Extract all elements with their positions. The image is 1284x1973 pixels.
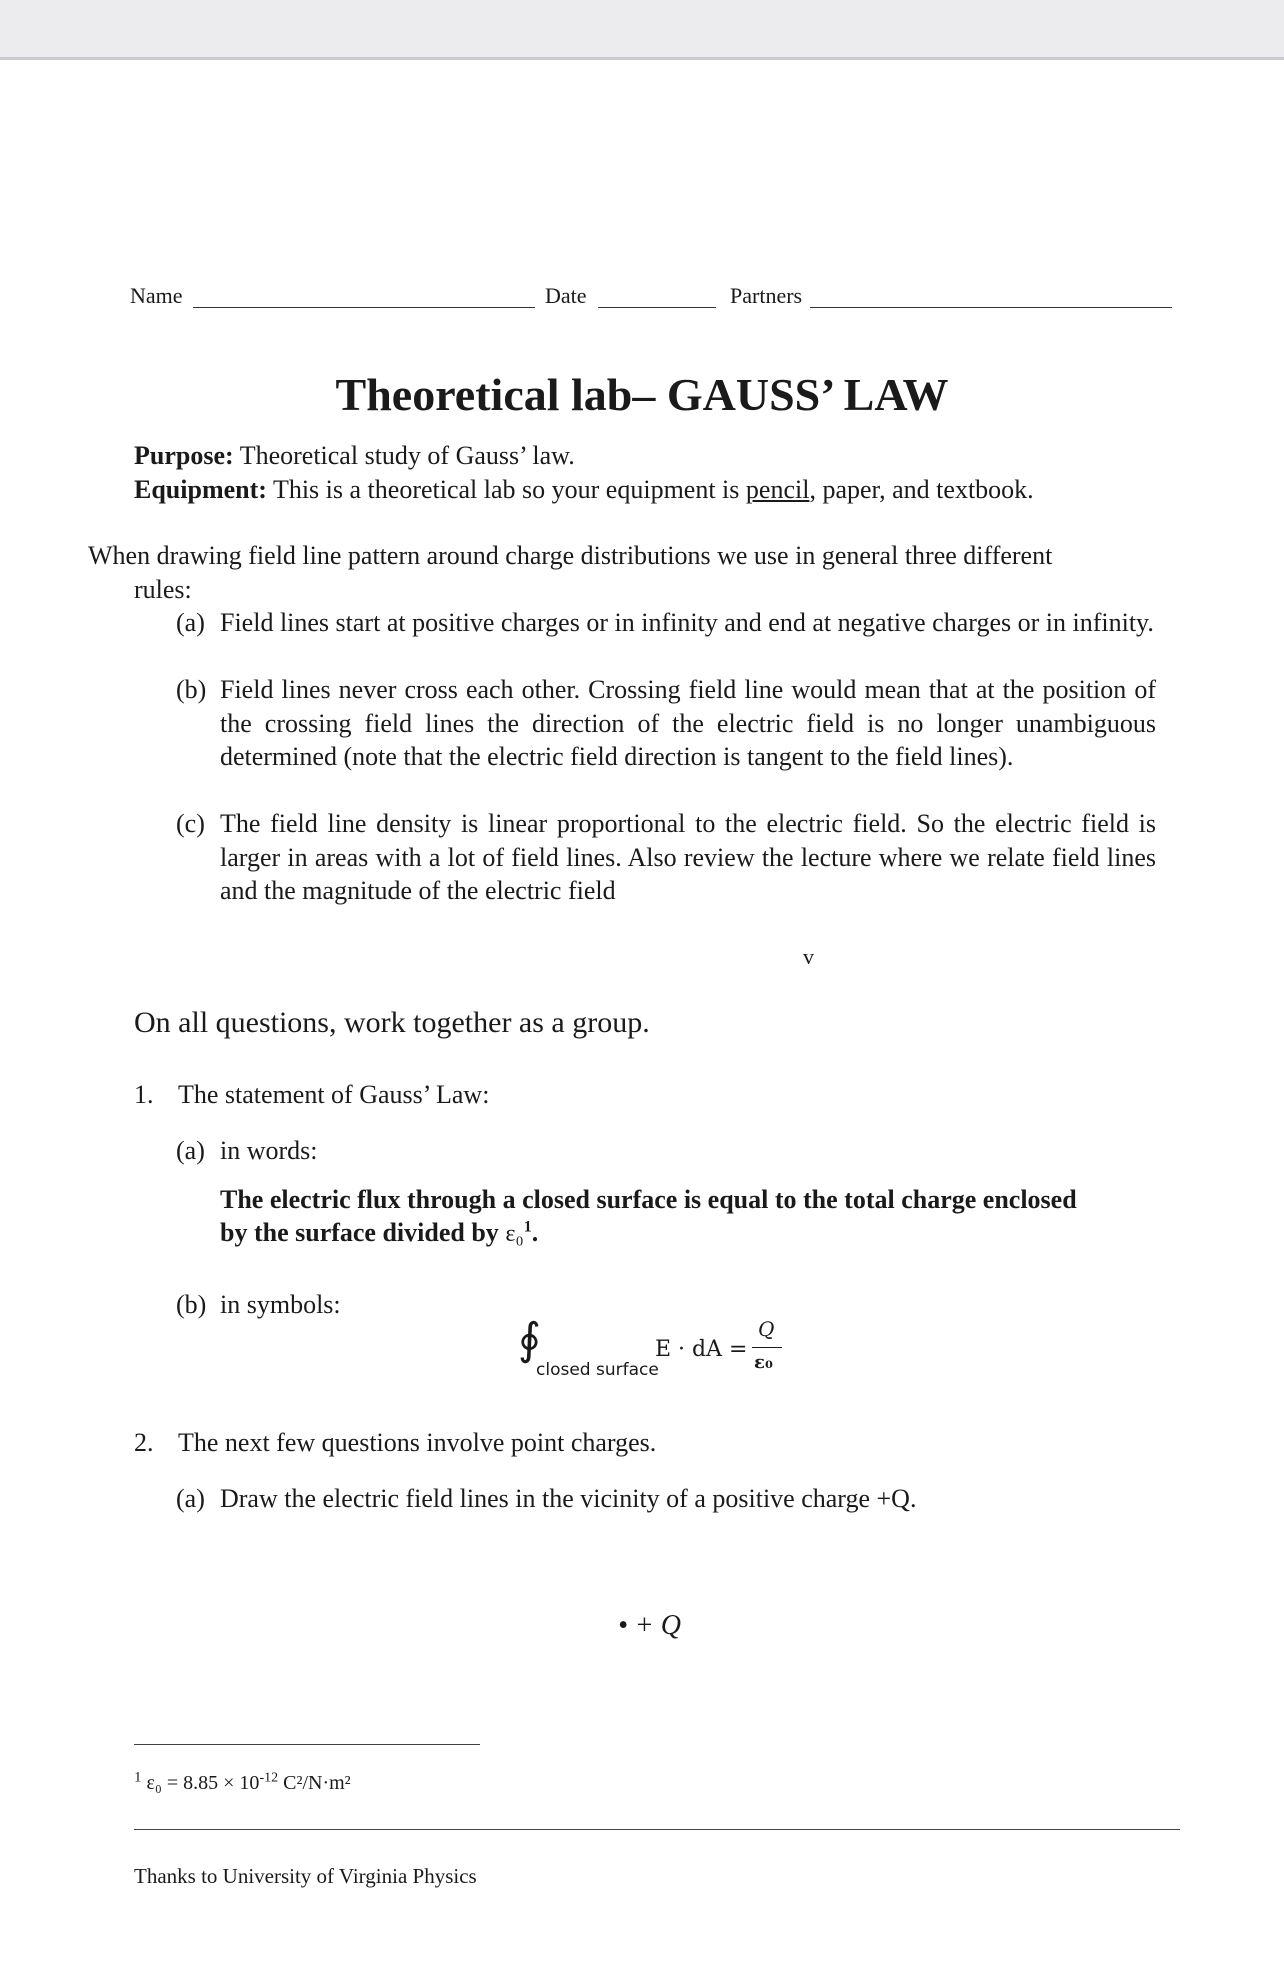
equipment-text: This is a theoretical lab so your equipment is	[266, 475, 746, 504]
q2a-marker: (a)	[176, 1484, 205, 1513]
equation-numerator: Q	[758, 1317, 775, 1341]
intro-line-2: rules:	[134, 575, 192, 604]
q1-number: 1.	[134, 1080, 154, 1109]
q2-number: 2.	[134, 1428, 154, 1457]
gauss-law-equation	[518, 1314, 798, 1384]
equipment-underlined: pencil	[745, 475, 810, 504]
footnote-separator	[134, 1744, 480, 1745]
equation-denominator: ε₀	[754, 1352, 773, 1373]
rule-b-marker: (b)	[176, 675, 207, 704]
q1-answer-line-2	[220, 1216, 538, 1251]
equipment-text-end: , paper, and textbook.	[809, 475, 1034, 504]
q2a-text: Draw the electric field lines in the vicinity of a positive charge +Q.	[220, 1484, 917, 1513]
footnote-units: C²/N·m²	[278, 1772, 351, 1794]
footnote	[134, 1769, 351, 1795]
q2-text: The next few questions involve point charges.	[178, 1428, 657, 1457]
group-note: On all questions, work together as a group.	[134, 1006, 650, 1039]
rule-c-marker: (c)	[176, 809, 205, 838]
partners-field[interactable]	[810, 307, 1172, 308]
intro-line-1: When drawing field line pattern around charge distributions we use in general three different	[88, 541, 1053, 570]
equipment-label: Equipment:	[134, 475, 267, 504]
q1b-marker: (b)	[176, 1290, 207, 1319]
partners-label: Partners	[730, 283, 803, 308]
q1a-marker: (a)	[176, 1136, 205, 1165]
q1-answer-line-1: The electric flux through a closed surface is equal to the total charge enclosed	[220, 1185, 1077, 1214]
purpose-label: Purpose:	[134, 441, 234, 470]
fraction-bar	[752, 1347, 782, 1348]
date-field[interactable]	[598, 307, 716, 308]
date-label: Date	[545, 283, 587, 308]
integral-subscript: closed surface	[536, 1360, 659, 1380]
closed-integral-symbol: ∮	[518, 1314, 541, 1365]
q1b-text: in symbols:	[220, 1290, 341, 1319]
rule-a-text: Field lines start at positive charges or in infinity and end at negative charges or in infinity.	[220, 608, 1154, 637]
q1a-text: in words:	[220, 1136, 318, 1165]
footer-credit: Thanks to University of Virginia Physics	[134, 1864, 477, 1888]
footer-separator	[134, 1829, 1180, 1830]
name-label: Name	[130, 283, 183, 308]
footnote-marker: 1	[134, 1769, 142, 1786]
rule-a-marker: (a)	[176, 608, 205, 637]
q1-text: The statement of Gauss’ Law:	[178, 1080, 490, 1109]
epsilon-symbol: ε₀	[505, 1221, 524, 1247]
equation-lhs: E · dA =	[655, 1337, 748, 1362]
q1-answer-text: by the surface divided by	[220, 1218, 506, 1247]
footnote-ref: 1	[523, 1218, 532, 1236]
viewer-top-bar	[0, 0, 1284, 60]
purpose-text: Theoretical study of Gauss’ law.	[233, 441, 575, 470]
positive-charge-label: • + Q	[618, 1610, 681, 1641]
footnote-value: = 8.85 × 10	[161, 1772, 260, 1794]
stray-mark: v	[803, 944, 814, 969]
q1-answer-end: .	[531, 1218, 539, 1247]
footnote-symbol: ε₀	[146, 1772, 162, 1794]
rule-b-text: Field lines never cross each other. Crossing field line would mean that at the position of the crossing field lines the direction of the electric field is no longer unambiguous determined (note that the electric field direction is tangent to the field lines).	[220, 675, 1156, 771]
equipment-line	[134, 473, 1034, 506]
page-title: Theoretical lab– GAUSS’ LAW	[335, 369, 949, 420]
footnote-exponent: -12	[259, 1770, 279, 1786]
name-field[interactable]	[193, 307, 535, 308]
rule-c-text: The field line density is linear proportional to the electric field. So the electric field is larger in areas with a lot of field lines. Also review the lecture where we relate field lines and the magnitude of the electric field	[220, 809, 1156, 905]
purpose-line	[134, 439, 575, 472]
